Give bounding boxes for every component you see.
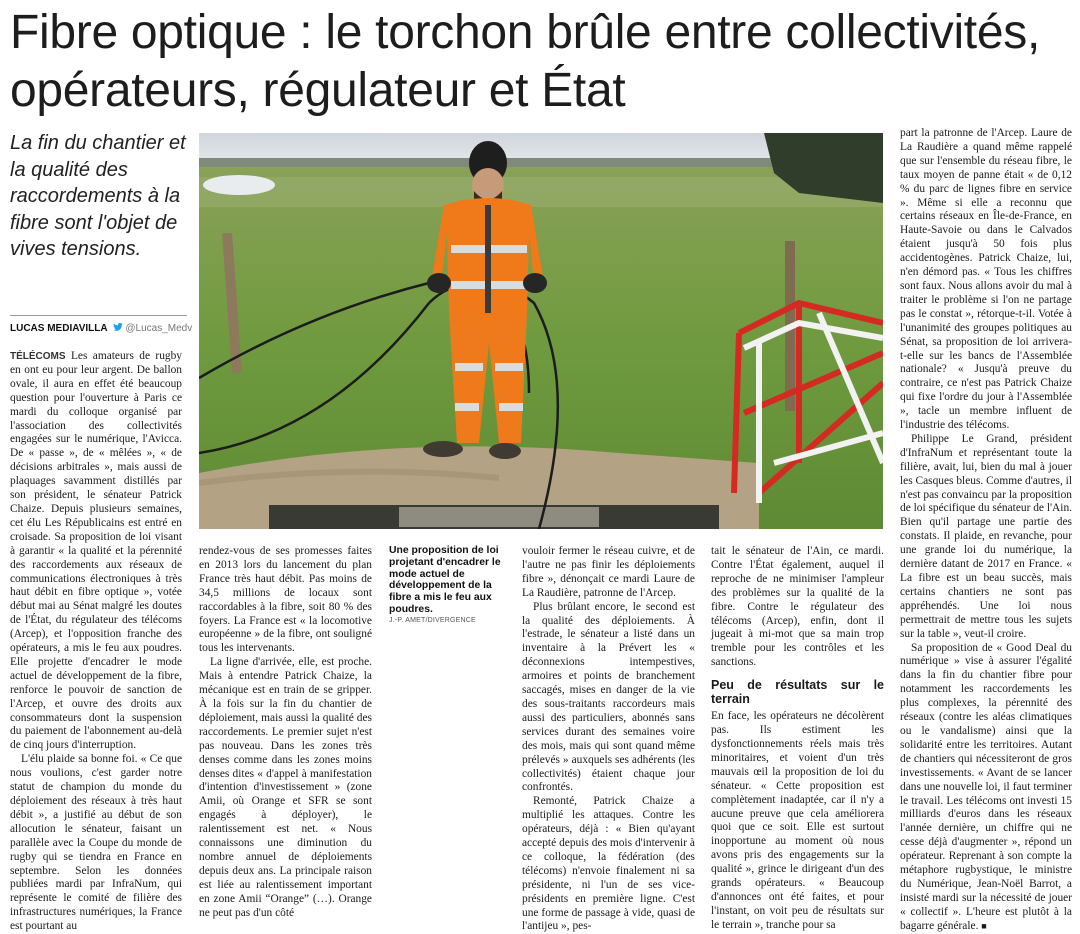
author-handle: @Lucas_Medv xyxy=(125,323,193,334)
paragraph: vouloir fermer le réseau cuivre, et de l'autre ne pas finir les déploiements fibre », dénonçait ce mardi Laure de La Raudière, patronne de l'Arcep. xyxy=(522,545,695,599)
twitter-bird-icon xyxy=(113,323,123,334)
photo-caption: Une proposition de loi projetant d'encadrer le mode actuel de développement de la fibre a mis le feu aux poudres. xyxy=(389,545,501,615)
byline xyxy=(10,322,200,335)
paragraph: part la patronne de l'Arcep. Laure de La Raudière a quand même rappelé que sur l'ensemble du réseau fibre, le taux moyen de panne était « de 0,12 % du parc de lignes fibre en service ». Même si elle a reconnu que certains réseaux en Île-de-France, en Haute-Savoie ou dans le Calvados étaient jusqu'à 50 fois plus accidentogènes. Patrick Chaize, lui, n'en démord pas. « Tous les chiffres sont faux. Nous allons avoir du mal à traiter le problème si l'on ne partage pas le constat », rétorque-t-il. Votée à l'unanimité des groupes politiques au Sénat, sa proposition de loi arrivera-t-elle sur les bancs de l'Assemblée nationale? « Jusqu'à preuve du contraire, ce n'est pas Patrick Chaize qui fixe l'ordre du jour à l'Assemblée », tacle un membre influent de l'industrie des télécoms. xyxy=(900,127,1072,432)
paragraph: tait le sénateur de l'Ain, ce mardi. Contre l'État également, auquel il reproche de ne minimiser l'ampleur des problèmes sur la qualité de la fibre. Contre le régulateur des télécoms (Arcep), enfin, dont il jugeait à mi-mot que sa main trop tremble pour les contrôles et les sanctions. xyxy=(711,545,884,669)
column-1 xyxy=(10,350,182,934)
paragraph: La ligne d'arrivée, elle, est proche. Mais à entendre Patrick Chaize, la mécanique est en train de se gripper. À la fois sur la fin du chantier de déploiement, mais aussi la qualité des raccordements. Le premier sujet n'est pas nouveau. Dans les zones très denses comme dans les zones moins denses dites « d'appel à manifestation d'intention d'investissement » (zone Amii, où Orange et SFR se sont engagés à déployer), le ralentissement est net. « Nous connaissons une diminution du nombre annuel de déploiements depuis deux ans. La principale raison est liée au ralentissement important en zone Amii “Orange” (…). Orange ne peut pas d'un côté xyxy=(199,656,372,919)
paragraph: Sa proposition de « Good Deal du numérique » vise à assurer l'égalité dans la fin du chantier fibre pour notamment les raccordements les plus complexes, la pérennité des réseaux (contre les aléas climatiques ou le vandalisme) ainsi que la solidarité entre les territoires. Autant de chantiers qui nécessiteront de gros investissements. « Avant de se lancer dans une nouvelle loi, il faut terminer le travail. Les télécoms ont investi 15 milliards d'euros dans les réseaux l'année dernière, un chiffre qui ne cesse déjà d'augmenter », répond un opérateur. Reprenant à son compte la métaphore rugbystique, le ministre du Numérique, Jean-Noël Barrot, a insisté mardi sur la nécessité de jouer « collectif ». L'heure est plutôt à la bagarre générale. xyxy=(900,641,1072,932)
article-photo xyxy=(199,133,883,529)
end-mark-icon: ■ xyxy=(981,920,987,931)
paragraph: En face, les opérateurs ne décolèrent pas. Ils estiment les dysfonctionnements réels mais très minoritaires, et voient d'un très mauvais œil la proposition de loi du sénateur. « Cette proposition est complètement inadaptée, car il n'y a aucune preuve que cela améliorera quoi que ce soit. Elle est surtout inopportune au moment où nous avons pris des engagements sur la qualité », grince le dirigeant d'un des grands opérateurs. « Beaucoup d'annonces ont été faites, et pour l'instant, on voit peu de résultats sur le terrain », tranche pour sa xyxy=(711,710,884,931)
paragraph: Plus brûlant encore, le second est la qualité des déploiements. À l'estrade, le sénateur a listé dans un inventaire à la Prévert les « déconnexions intempestives, armoires et points de branchement saccagés, mises en danger de la vie des sous-traitants raccordeurs mais aussi des particuliers, abonnés sans services durant des semaines voire des mois, mais qui sont quand même prélevés » auxquels ses adhérents (les collectivités) étaient chaque jour confrontés. xyxy=(522,600,695,794)
paragraph: L'élu plaide sa bonne foi. « Ce que nous voulions, c'est garder notre statut de champion du monde du déploiement des réseaux à très haut débit », a justifié au début de son allocution le sénateur, faisant un parallèle avec la Coupe du monde de rugby qui se tiendra en France en septembre. Selon les données publiées mardi par InfraNum, qui représente le comité de filière des infrastructures numériques, la France est pourtant au xyxy=(10,753,182,933)
chapo: La fin du chantier et la qualité des raccordements à la fibre sont l'objet de vives tensions. xyxy=(10,132,186,261)
subheading: Peu de résultats sur le terrain xyxy=(711,678,884,707)
photo-credit: J.-P. AMET/DIVERGENCE xyxy=(389,617,476,624)
paragraph: rendez-vous de ses promesses faites en 2013 lors du lancement du plan France très haut débit. Pas moins de 34,5 millions de locaux sont raccordables à la fibre, soit 80 % des foyers. La France est « la locomotive européenne » de la fibre, ont souligné tous les intervenants. xyxy=(199,545,372,655)
paragraph: Les amateurs de rugby en ont eu pour leur argent. De ballon ovale, il aura en effet été beaucoup question pour l'ouverture à Paris ce mardi du colloque organisé par l'association des collectivités engagées sur le numérique, l'Avicca. De « passe », de « mêlées », « de décisions arbitrales », mais aussi de plaquages savamment distillés par son président, le sénateur Patrick Chaize. Depuis plusieurs semaines, cet élu Les Républicains est entré en croisade. Sa proposition de loi visant à garantir « la qualité et la pérennité des raccordements aux réseaux de communications électroniques à très haut débit en fibre optique », votée début mai au Sénat malgré les doutes de l'État, du régulateur des télécoms (Arcep), et l'opposition franche des opérateurs, a mis le feu aux poudres. Elle projette d'encadrer le mode actuel de développement de la fibre, renforce le pouvoir de sanction de l'Arcep, et ouvre des droits aux consommateurs dont la suspension du paiement de l'abonnement au-delà de cinq jours d'interruption. xyxy=(10,350,182,752)
column-5 xyxy=(900,127,1072,934)
column-3 xyxy=(522,545,695,934)
column-4 xyxy=(711,545,884,933)
rubric-label: TÉLÉCOMS xyxy=(10,351,66,362)
paragraph: Philippe Le Grand, président d'InfraNum et représentant toute la filière, avait, lui, bien du mal à jouer les Casques bleus. Comme d'autres, il n'est pas convaincu par la proposition de loi spécifique du sénateur de l'Ain. Bien qu'il partage une partie des constats. Il plaide, en revanche, pour une grande loi du numérique, la dernière datant de 2017 en France. « La fibre est un beau succès, mais certains chantiers ne sont pas appréhendés. Une loi nous permettrait de mettre tous les sujets sur la table », veut-il croire. xyxy=(900,432,1072,640)
author-name: LUCAS MEDIAVILLA xyxy=(10,323,108,334)
byline-rule xyxy=(10,315,187,316)
column-2 xyxy=(199,545,372,920)
headline: Fibre optique : le torchon brûle entre collectivités, opérateurs, régulateur et État xyxy=(10,6,1040,117)
paragraph: Remonté, Patrick Chaize a multiplié les attaques. Contre les opérateurs, déjà : « Bien qu'ayant accepté depuis des mois d'intervenir à ce colloque, la fédération (des télécoms) n'envoie finalement ni sa présidente, ni l'un de ses vice-présidents en première ligne. C'est une forme de passage à vide, quasi de l'antijeu », pes- xyxy=(522,795,695,933)
